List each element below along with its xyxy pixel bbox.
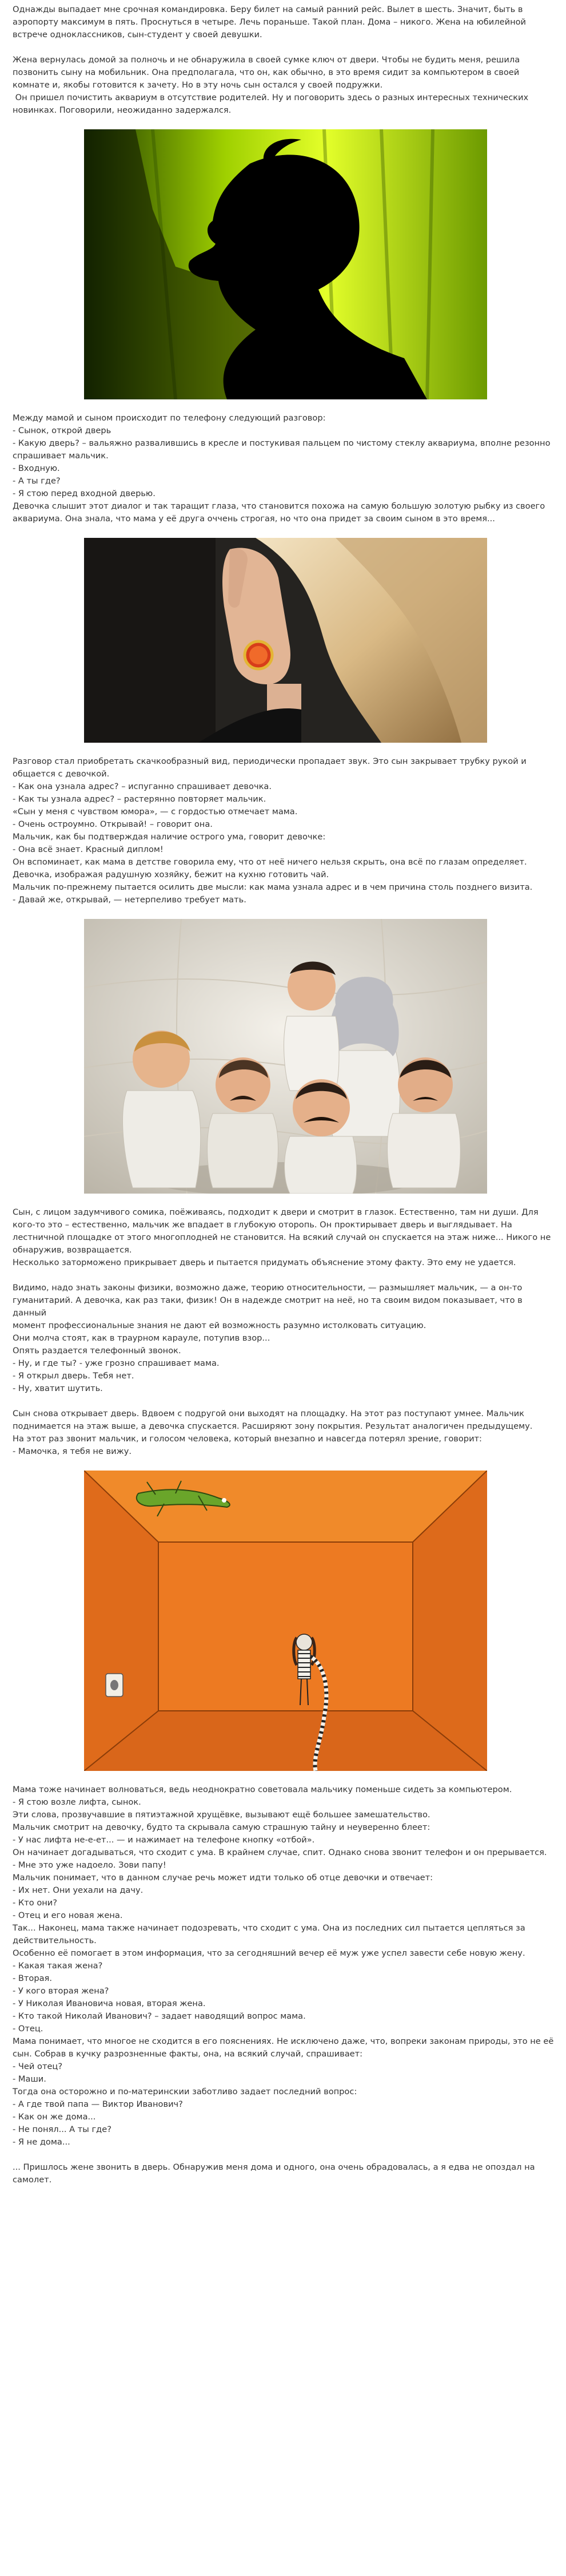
orange-room-icon bbox=[84, 1471, 487, 1771]
paragraph-7 bbox=[13, 1408, 558, 1458]
text-line: действительность. bbox=[13, 1936, 97, 1945]
text-line: - Вторая. bbox=[13, 1973, 52, 1983]
text-line: - Отец и его новая жена. bbox=[13, 1911, 123, 1920]
text-line: - Какую дверь? – вальяжно развалившись в кресле и постукивая пальцем по чистому стеклу аквариума, вполне резонно bbox=[13, 438, 551, 448]
text-line: Сын, с лицом задумчивого сомика, поёживаясь, подходит к двери и смотрит в глазок. Естественно, там ни души. Для bbox=[13, 1207, 539, 1217]
text-line: Особенно её помогает в этом информация, что за сегодняшний вечер её муж уже успел завести себе новую жену. bbox=[13, 1948, 525, 1958]
text-line: спрашивает мальчик. bbox=[13, 451, 109, 461]
text-line: Они молча стоят, как в траурном карауле, потупив взор... bbox=[13, 1333, 270, 1343]
text-line: - У кого вторая жена? bbox=[13, 1986, 109, 1996]
text-line: комнате и, якобы готовится к зачету. Но в эту ночь сын остался у своей подружки. bbox=[13, 80, 383, 90]
paragraph-2 bbox=[13, 54, 558, 117]
text-line: «Сын у меня с чувством юмора», — с гордостью отмечает мама. bbox=[13, 807, 298, 817]
text-line: - Маши. bbox=[13, 2074, 46, 2084]
paragraph-8 bbox=[13, 1784, 558, 2149]
text-line: Он пришел почистить аквариум в отсутствие родителей. Ну и поговорить здесь о разных интересных технических bbox=[13, 93, 529, 102]
text-line: Между мамой и сыном происходит по телефону следующий разговор: bbox=[13, 413, 326, 423]
text-line: кого-то это – естественно, мальчик же впадает в глубокую оторопь. Он проктирывает дверь и выглядывает. На bbox=[13, 1220, 512, 1230]
clay-figures-icon bbox=[84, 919, 487, 1194]
text-line: - Я стою перед входной дверью. bbox=[13, 489, 156, 498]
text-line: Мама понимает, что многое не сходится в его пояснениях. Не исключено даже, что, вопреки законам природы, это не её bbox=[13, 2036, 554, 2046]
text-line: Несколько заторможено прикрывает дверь и пытается придумать объяснение этому факту. Это ему не удается. bbox=[13, 1258, 516, 1267]
text-line: встрече одноклассников, сын-студент у своей девушки. bbox=[13, 30, 262, 39]
text-line: момент профессиональные знания не дают ей возможность разумно истолковать ситуацию. bbox=[13, 1321, 427, 1330]
text-line: - Я открыл дверь. Тебя нет. bbox=[13, 1371, 134, 1381]
text-line: - Как ты узнала адрес? – растерянно повторяет мальчик. bbox=[13, 794, 266, 804]
text-line: - Как он же дома... bbox=[13, 2112, 96, 2122]
text-line: - Мамочка, я тебя не вижу. bbox=[13, 1446, 132, 1456]
paragraph-4 bbox=[13, 755, 558, 906]
text-line: - Как она узнала адрес? – испуганно спрашивает девочка. bbox=[13, 782, 272, 791]
text-line: - Кто такой Николай Иванович? – задает наводящий вопрос мама. bbox=[13, 2011, 306, 2021]
text-line: - Мне это уже надоело. Зови папу! bbox=[13, 1860, 166, 1870]
text-line: Тогда она осторожно и по-материнскии заботливо задает последний вопрос: bbox=[13, 2087, 357, 2097]
hand-phone-icon bbox=[84, 538, 487, 743]
text-line: аквариума. Она знала, что мама у её друга оччень строгая, но что она придет за своим сыном в это время... bbox=[13, 514, 495, 524]
text-line: - Давай же, открывай, — нетерпеливо требует мать. bbox=[13, 895, 246, 905]
text-line: - Их нет. Они уехали на дачу. bbox=[13, 1885, 144, 1895]
text-line: Разговор стал приобретать скачкообразный вид, периодически пропадает звук. Это сын закрывает трубку рукой и bbox=[13, 756, 527, 766]
text-line: обнаружив, возвращается. bbox=[13, 1245, 132, 1255]
text-line: Сын снова открывает дверь. Вдвоем с подругой они выходят на площадку. На этот раз поступают умнее. Мальчик bbox=[13, 1409, 524, 1418]
text-line: сын. Собрав в кучку разрозненные факты, она, на всякий случай, спрашивает: bbox=[13, 2049, 363, 2059]
text-line: - У нас лифта не-е-ет... — и нажимает на телефоне кнопку «отбой». bbox=[13, 1835, 315, 1845]
text-line: Девочка слышит этот диалог и так таращит глаза, что становится похожа на самую большую золотую рыбку из своего bbox=[13, 501, 545, 511]
paragraph-9 bbox=[13, 2161, 558, 2186]
text-line: - Не понял... А ты где? bbox=[13, 2125, 111, 2134]
text-line: Он начинает догадываться, что сходит с ума. В крайнем случае, спит. Однако снова звонит телефон и он прерывается. bbox=[13, 1848, 547, 1857]
text-line: - Какая такая жена? bbox=[13, 1961, 103, 1971]
text-line: - Входную. bbox=[13, 463, 60, 473]
text-line: гуманитарий. А девочка, как раз таки, физик! Он в надежде смотрит на неё, но та своим видом показывает, что в данный bbox=[13, 1295, 525, 1318]
text-line: - Сынок, открой дверь bbox=[13, 426, 111, 435]
paragraph-1 bbox=[13, 3, 558, 41]
paragraph-3 bbox=[13, 412, 558, 525]
text-line: Мальчик по-прежнему пытается осилить две мысли: как мама узнала адрес и в чем причина столь позднего визита. bbox=[13, 882, 533, 892]
text-line: Жена вернулась домой за полночь и не обнаружила в своей сумке ключ от двери. Чтобы не будить меня, решила bbox=[13, 55, 520, 65]
text-line: - Отец. bbox=[13, 2024, 43, 2034]
text-line: Мама тоже начинает волноваться, ведь неоднократно советовала мальчику поменьше сидеть за компьютером. bbox=[13, 1785, 512, 1794]
text-line: Так... Наконец, мама также начинает подозревать, что сходит с ума. Она из последних сил пытается цепляться за bbox=[13, 1923, 525, 1933]
text-line: - Ну, и где ты? - уже грозно спрашивает мама. bbox=[13, 1358, 220, 1368]
text-line: На этот раз звонит мальчик, и голосом человека, который внезапно и навсегда потерял зрение, говорит: bbox=[13, 1434, 482, 1444]
text-line: новинках. Поговорили, неожиданно задержался. bbox=[13, 105, 232, 115]
text-line: - Она всё знает. Красный диплом! bbox=[13, 845, 164, 854]
text-line: Опять раздается телефонный звонок. bbox=[13, 1346, 181, 1356]
text-line: - Я стою возле лифта, сынок. bbox=[13, 1797, 141, 1807]
text-line: - Кто они? bbox=[13, 1898, 58, 1908]
woman-silhouette-icon bbox=[84, 129, 487, 399]
text-line: - У Николая Ивановича новая, вторая жена. bbox=[13, 1999, 206, 2008]
text-line: - Очень остроумно. Открывай! – говорит она. bbox=[13, 819, 213, 829]
text-line: общается с девочкой. bbox=[13, 769, 110, 779]
text-line: Эти слова, прозвучавшие в пятиэтажной хрущёвке, вызывают ещё большее замешательство. bbox=[13, 1810, 431, 1820]
text-line: Однажды выпадает мне срочная командировка. Беру билет на самый ранний рейс. Вылет в шесть. Значит, быть в bbox=[13, 5, 523, 14]
text-line: - Ну, хватит шутить. bbox=[13, 1384, 103, 1393]
text-line: Он вспоминает, как мама в детстве говорила ему, что от неё ничего нельзя скрыть, она всё по глазам определяет. bbox=[13, 857, 527, 867]
text-line: Мальчик, как бы подтверждая наличие острого ума, говорит девочке: bbox=[13, 832, 326, 842]
text-line: Девочка, изображая радушную хозяйку, бежит на кухню готовить чай. bbox=[13, 870, 329, 879]
text-line: ... Пришлось жене звонить в дверь. Обнаружив меня дома и одного, она очень обрадовалась, а я едва не опоздал на bbox=[13, 2162, 535, 2172]
text-line: - А ты где? bbox=[13, 476, 61, 486]
text-line: Мальчик понимает, что в данном случае речь может идти только об отце девочки и отвечает: bbox=[13, 1873, 433, 1883]
text-line: Мальчик смотрит на девочку, будто та скрывала самую страшную тайну и неуверенно блеет: bbox=[13, 1822, 431, 1832]
text-line: - А где твой папа — Виктор Иванович? bbox=[13, 2099, 183, 2109]
text-line: - Чей отец? bbox=[13, 2062, 63, 2071]
text-line: лестничной площадке от этого многоплодней не становится. На всякий случай он спускается на этаж ниже... Никого не bbox=[13, 1232, 551, 1242]
text-line: позвонить сыну на мобильник. Она предполагала, что он, как обычно, в это время сидит за компьютером в своей bbox=[13, 68, 520, 77]
text-line: аэропорту максимум в пять. Проснуться в четыре. Лечь пораньше. Такой план. Дома – никого. Жена на юбилейной bbox=[13, 17, 527, 27]
text-line: самолет. bbox=[13, 2175, 52, 2185]
text-line: Видимо, надо знать законы физики, возможно даже, теорию относительности, — размышляет мальчик, — а он-то bbox=[13, 1283, 523, 1293]
text-line: - Я не дома... bbox=[13, 2137, 70, 2147]
paragraph-5 bbox=[13, 1206, 558, 1269]
paragraph-6 bbox=[13, 1282, 558, 1395]
text-line: поднимается на этаж выше, а девочка спускается. Расширяют зону покрытия. Результат аналогичен предыдущему. bbox=[13, 1421, 533, 1431]
